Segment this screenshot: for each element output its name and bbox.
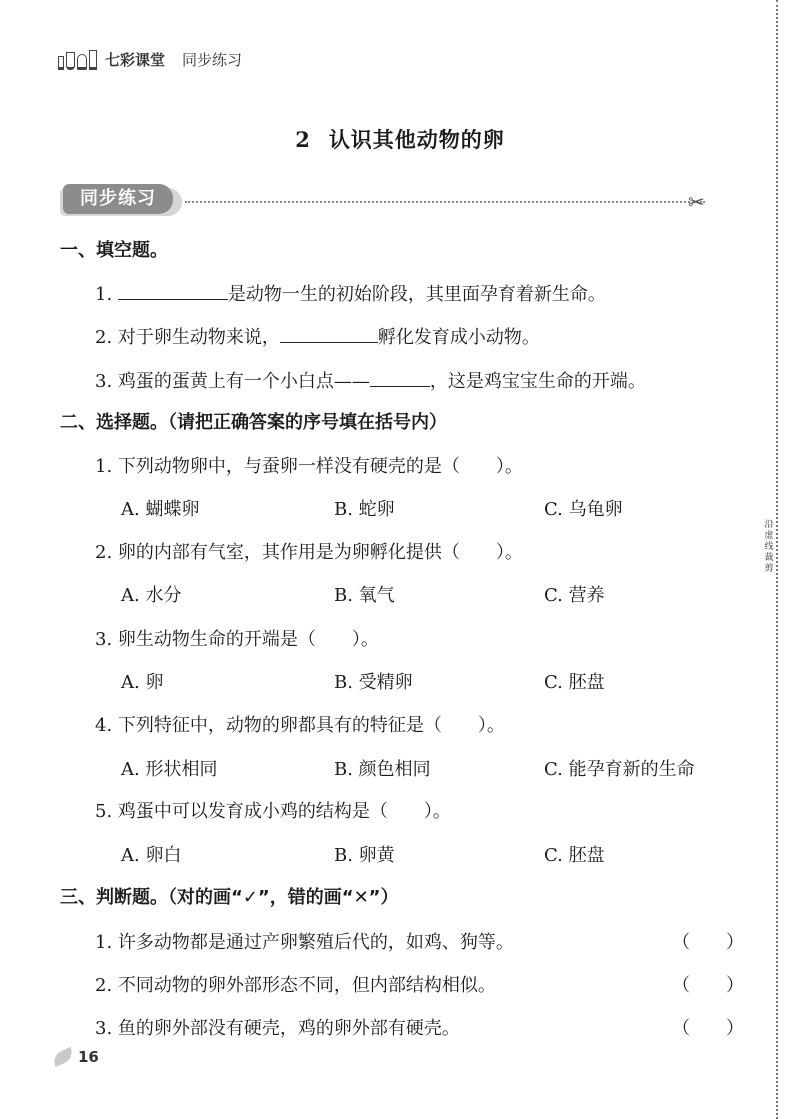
- judge-q2: 2. 不同动物的卵外部形态不同，但内部结构相似。: [95, 975, 496, 996]
- choice-q5-option-a[interactable]: A. 卵白: [121, 845, 182, 866]
- cut-line: [776, 0, 778, 1119]
- judge-q1: 1. 许多动物都是通过产卵繁殖后代的，如鸡、狗等。: [95, 932, 514, 953]
- choice-q5-option-b[interactable]: B. 卵黄: [334, 845, 395, 866]
- fill-q3: 3. 鸡蛋的蛋黄上有一个小白点—— ，这是鸡宝宝生命的开端。: [95, 367, 646, 393]
- answer-blank[interactable]: [280, 324, 378, 343]
- choice-q1-option-a[interactable]: A. 蝴蝶卵: [121, 499, 200, 520]
- page-footer: [52, 1048, 99, 1066]
- fill-q2: 2. 对于卵生动物来说， 孵化发育成小动物。: [95, 323, 540, 349]
- choice-q3-option-b[interactable]: B. 受精卵: [334, 672, 413, 693]
- choice-q1-option-c[interactable]: C. 乌龟卵: [544, 499, 623, 520]
- choice-q2-stem: 2. 卵的内部有气室，其作用是为卵孵化提供（ ）。: [95, 542, 523, 563]
- lesson-number: 2: [295, 127, 311, 152]
- dotted-divider: [185, 201, 705, 203]
- answer-blank[interactable]: [370, 368, 430, 387]
- choice-q2-option-c[interactable]: C. 营养: [544, 585, 605, 606]
- answer-blank[interactable]: [118, 281, 228, 300]
- choice-q5-stem: 5. 鸡蛋中可以发育成小鸡的结构是（ ）。: [95, 801, 451, 822]
- header-subtitle: 同步练习: [182, 50, 243, 69]
- series-name: 七彩课堂: [105, 50, 166, 69]
- choice-q1-option-b[interactable]: B. 蛇卵: [334, 499, 395, 520]
- judge-heading: 三、判断题。（对的画“✓”，错的画“✕”）: [60, 887, 399, 908]
- choice-q5-option-c[interactable]: C. 胚盘: [544, 845, 605, 866]
- section-tag: 同步练习: [63, 184, 173, 214]
- fill-q1: 1. 是动物一生的初始阶段，其里面孕育着新生命。: [95, 280, 606, 306]
- judge-q3-answer-box[interactable]: （ ）: [672, 1018, 744, 1039]
- lesson-title: [0, 124, 800, 154]
- choice-q4-option-a[interactable]: A. 形状相同: [121, 759, 218, 780]
- choice-q3-stem: 3. 卵生动物生命的开端是（ ）。: [95, 629, 379, 650]
- leaf-icon: [50, 1047, 75, 1067]
- lesson-title-text: 认识其他动物的卵: [328, 128, 505, 152]
- choice-q4-stem: 4. 下列特征中，动物的卵都具有的特征是（ ）。: [95, 715, 505, 736]
- cut-hint: 沿虚线裁剪: [764, 520, 774, 574]
- judge-q1-answer-box[interactable]: （ ）: [672, 932, 744, 953]
- choice-q2-option-a[interactable]: A. 水分: [121, 585, 182, 606]
- choice-q4-option-c[interactable]: C. 能孕育新的生命: [544, 759, 695, 780]
- choice-q2-option-b[interactable]: B. 氧气: [334, 585, 395, 606]
- scissors-icon: ✂: [688, 190, 705, 214]
- choice-q3-option-c[interactable]: C. 胚盘: [544, 672, 605, 693]
- choice-q1-stem: 1. 下列动物卵中，与蚕卵一样没有硬壳的是（ ）。: [95, 456, 523, 477]
- choice-heading: 二、选择题。（请把正确答案的序号填在括号内）: [60, 412, 447, 433]
- choice-q4-option-b[interactable]: B. 颜色相同: [334, 759, 431, 780]
- flask-logo-icon: [58, 48, 97, 70]
- fill-heading: 一、填空题。: [60, 240, 168, 261]
- page-header: [58, 46, 242, 72]
- page-number: 16: [78, 1048, 99, 1066]
- choice-q3-option-a[interactable]: A. 卵: [121, 672, 164, 693]
- judge-q2-answer-box[interactable]: （ ）: [672, 975, 744, 996]
- judge-q3: 3. 鱼的卵外部没有硬壳，鸡的卵外部有硬壳。: [95, 1018, 460, 1039]
